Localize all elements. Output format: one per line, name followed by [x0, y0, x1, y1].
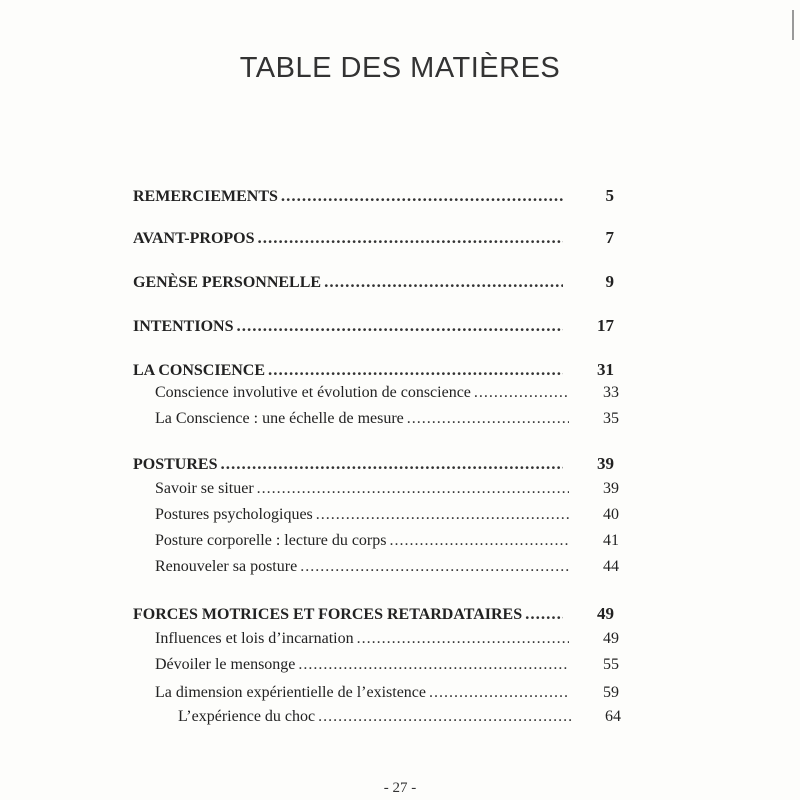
toc-entry-label: Savoir se situer [155, 480, 254, 497]
toc-entry-page: 17 [597, 316, 614, 335]
toc-entry [133, 316, 566, 336]
toc-entry [155, 684, 572, 702]
toc-entry-label: GENÈSE PERSONNELLE [133, 274, 322, 291]
toc-entry-page: 40 [603, 506, 619, 523]
dot-leader [220, 454, 563, 474]
dot-leader [525, 604, 563, 624]
toc-entry [133, 360, 566, 380]
toc-entry-label: Dévoiler le mensonge [155, 656, 296, 673]
page-title: TABLE DES MATIÈRES [239, 52, 561, 84]
toc-entry-label: La Conscience : une échelle de mesure [155, 410, 404, 427]
toc-entry-label: AVANT-PROPOS [133, 230, 255, 247]
toc-entry-label: Renouveler sa posture [155, 558, 298, 575]
toc-entry-page: 44 [603, 558, 619, 575]
toc-entry-label: Influences et lois d’incarnation [155, 630, 354, 647]
toc-entry [155, 506, 572, 524]
toc-entry-label: INTENTIONS [133, 318, 234, 335]
toc-entry-page: 35 [603, 410, 619, 427]
dot-leader [268, 360, 563, 380]
dot-leader [300, 558, 569, 576]
dot-leader [281, 186, 563, 206]
dot-leader [407, 410, 569, 428]
toc-entry-label: La dimension expérientielle de l’existence [155, 684, 426, 701]
toc-entry-page: 5 [605, 186, 614, 205]
dot-leader [258, 228, 563, 248]
dot-leader [429, 684, 569, 702]
toc-entry-page: 31 [597, 360, 614, 379]
toc-entry-page: 59 [603, 684, 619, 701]
toc-entry-label: REMERCIEMENTS [133, 188, 278, 205]
toc-entry [155, 558, 572, 576]
dot-leader [316, 506, 569, 524]
toc-entry-page: 41 [603, 532, 619, 549]
toc-entry-label: POSTURES [133, 456, 218, 473]
toc-entry [133, 604, 566, 624]
toc-entry-page: 39 [603, 480, 619, 497]
toc-entry-page: 49 [603, 630, 619, 647]
toc-entry [155, 532, 572, 550]
page-number-footer: - 27 - [383, 780, 417, 796]
toc-entry-label: Postures psychologiques [155, 506, 313, 523]
toc-entry [155, 480, 572, 498]
toc-entry [133, 228, 566, 248]
toc-entry-label: L’expérience du choc [178, 708, 316, 725]
toc-entry-page: 9 [605, 272, 614, 291]
toc-entry-page: 7 [605, 228, 614, 247]
toc-entry-page: 55 [603, 656, 619, 673]
toc-entry-page: 39 [597, 454, 614, 473]
toc-entry-page: 49 [597, 604, 614, 623]
toc-entry [155, 630, 572, 648]
toc-entry [133, 272, 566, 292]
toc-entry-label: Posture corporelle : lecture du corps [155, 532, 387, 549]
toc-entry [178, 708, 576, 726]
toc-entry [133, 454, 566, 474]
dot-leader [357, 630, 569, 648]
toc-entry [155, 410, 572, 428]
toc-entry-label: LA CONSCIENCE [133, 362, 266, 379]
toc-entry [133, 186, 566, 206]
toc-entry-page: 33 [603, 384, 619, 401]
toc-entry [155, 656, 572, 674]
dot-leader [474, 384, 569, 402]
toc-entry-label: FORCES MOTRICES ET FORCES RETARDATAIRES [133, 606, 523, 623]
toc-entry-page: 64 [605, 708, 621, 725]
dot-leader [257, 480, 569, 498]
dot-leader [298, 656, 569, 674]
dot-leader [318, 708, 573, 726]
dot-leader [324, 272, 563, 292]
dot-leader [236, 316, 563, 336]
dot-leader [389, 532, 569, 550]
toc-entry [155, 384, 572, 402]
toc-entry-label: Conscience involutive et évolution de conscience [155, 384, 471, 401]
